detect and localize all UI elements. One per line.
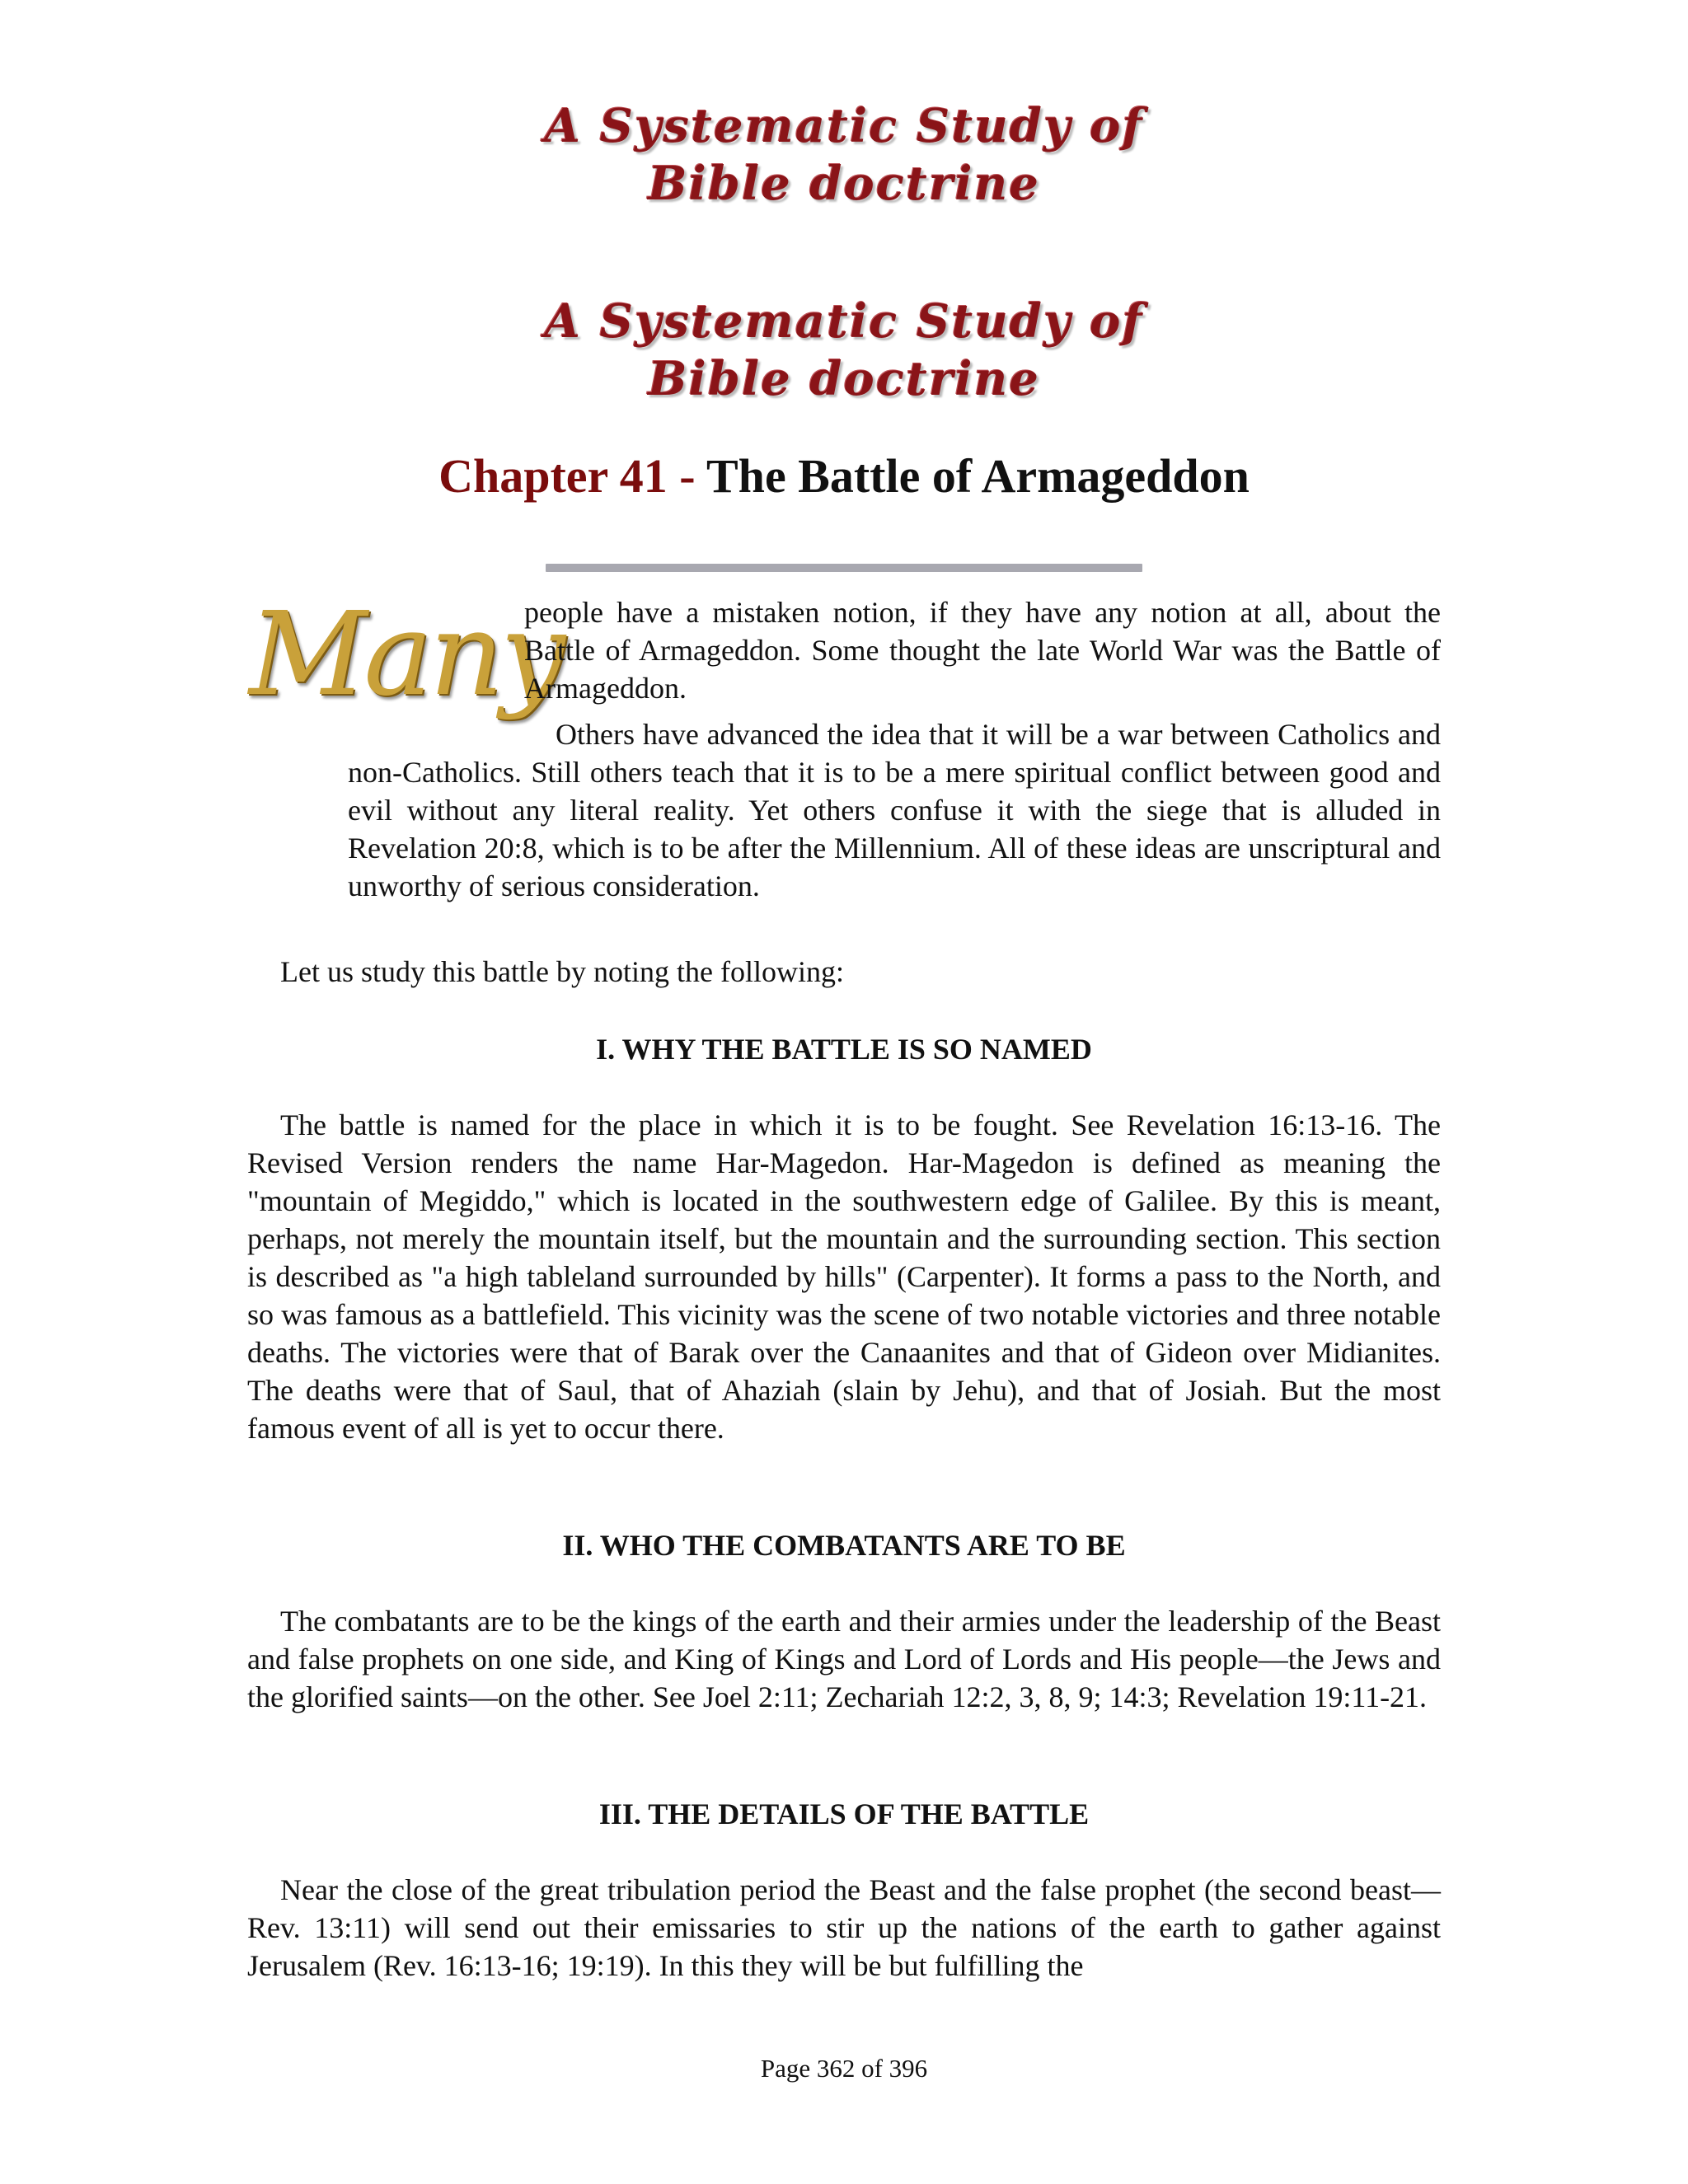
section-heading-1: I. WHY THE BATTLE IS SO NAMED bbox=[596, 1033, 1092, 1066]
section-body-3: Near the close of the great tribulation period the Beast and the false prophet (the second beast—Rev. 13:11) will send out their emissaries to stir up the nations of the earth to gather against Jerusalem (Rev. 16:13-16; 19:19). In this they will be but fulfilling the bbox=[247, 1873, 1441, 1982]
section-body-1: The battle is named for the place in which it is to be fought. See Revelation 16:13-16. The Revised Version renders the name Har-Magedon. Har-Magedon is defined as meaning the "mountain of Megiddo," which is located in the southwestern edge of Galilee. By this is meant, perhaps, not merely the mountain itself, but the mountain and the surrounding section. This section is described as "a high tableland surrounded by hills" (Carpenter). It forms a pass to the North, and so was famous as a battlefield. This vicinity was the scene of two notable victories and three notable deaths. The victories were that of Barak over the Canaanites and that of Gideon over Midianites. The deaths were that of Saul, that of Ahaziah (slain by Jehu), and that of Josiah. But the most famous event of all is yet to occur there. bbox=[247, 1108, 1441, 1445]
study-intro-line: Let us study this battle by noting the following: bbox=[280, 955, 844, 988]
page-number-footer: Page 362 of 396 bbox=[760, 2054, 928, 2083]
banner-line-2: Bible doctrine bbox=[648, 157, 1040, 211]
intro-paragraph-1: people have a mistaken notion, if they have any notion at all, about the Battle of Armageddon. Some thought the late World War was the Battle of Armageddon. bbox=[524, 596, 1441, 705]
banner-line-2: Bible doctrine bbox=[648, 352, 1040, 406]
title-divider bbox=[546, 564, 1142, 572]
chapter-label: Chapter 41 bbox=[438, 449, 668, 503]
chapter-title bbox=[0, 443, 1688, 509]
chapter-name: The Battle of Armageddon bbox=[706, 449, 1250, 503]
drop-cap-word: Many bbox=[249, 588, 563, 722]
section-heading-2: II. WHO THE COMBATANTS ARE TO BE bbox=[562, 1529, 1126, 1562]
chapter-separator: - bbox=[679, 449, 696, 503]
header-banner bbox=[0, 97, 1688, 213]
section-heading-3: III. THE DETAILS OF THE BATTLE bbox=[598, 1797, 1090, 1830]
section-body-2: The combatants are to be the kings of the earth and their armies under the leadership of the Beast and false prophets on one side, and King of Kings and Lord of Lords and His people—the Jews and the glorified saints—on the other. See Joel 2:11; Zechariah 12:2, 3, 8, 9; 14:3; Revelation 19:11-21. bbox=[247, 1605, 1441, 1713]
banner-line-1: A Systematic Study of bbox=[544, 294, 1144, 349]
intro-paragraph-2: Others have advanced the idea that it will be a war between Catholics and non-Catholics. Still others teach that it is to be a mere spiritual conflict between good and evil without any literal reality. Yet others confuse it with the siege that is alluded in Revelation 20:8, which is to be after the Millennium. All of these ideas are unscriptural and unworthy of serious consideration. bbox=[348, 718, 1441, 902]
header-banner-repeat bbox=[0, 293, 1688, 408]
banner-line-1: A Systematic Study of bbox=[544, 99, 1144, 153]
